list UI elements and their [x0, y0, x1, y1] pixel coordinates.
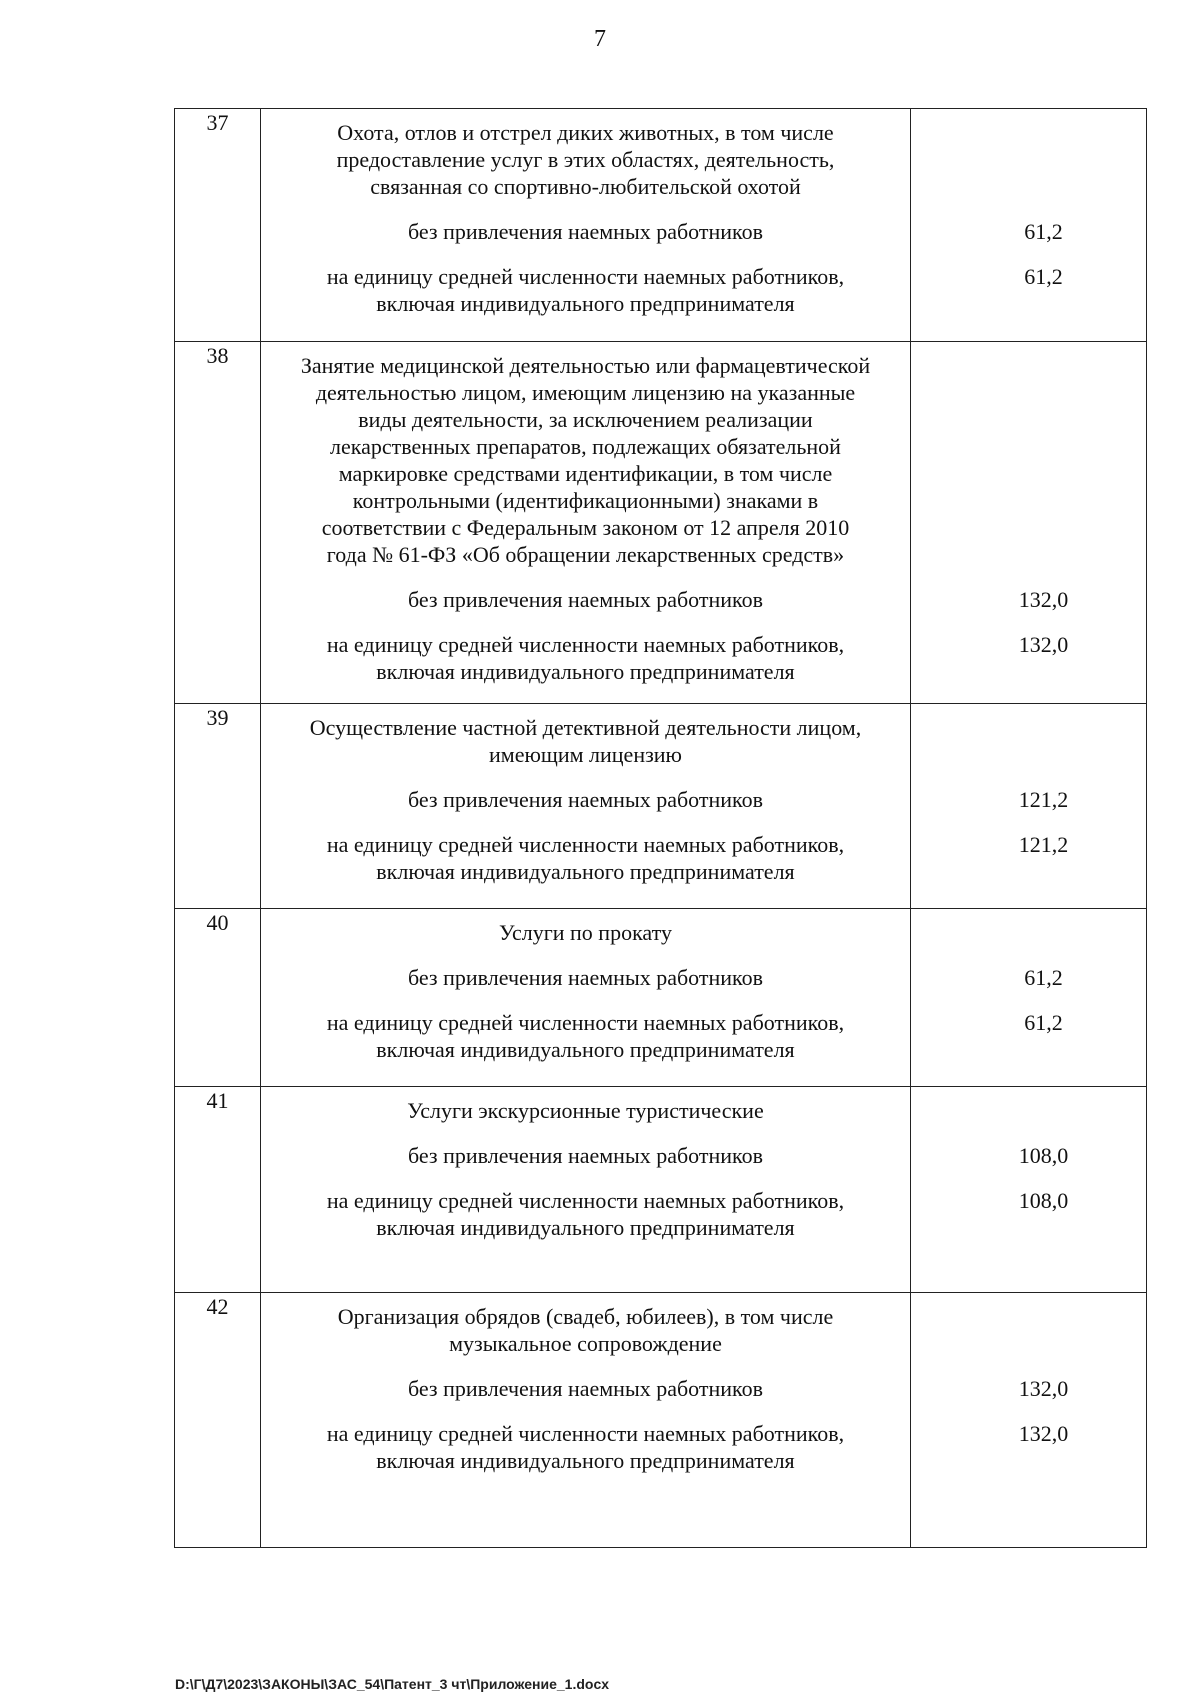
- without-employees-label: без привлечения наемных работников: [407, 219, 764, 244]
- activity-description-cell: [261, 1087, 911, 1293]
- activity-title-line: соответствии с Федеральным законом от 12 апреля 2010: [321, 515, 850, 540]
- value-cell: [911, 704, 1147, 909]
- table-row: [175, 909, 1147, 1087]
- per-employee-value: 61,2: [1024, 264, 1063, 289]
- table-row: [175, 1293, 1147, 1548]
- activity-title-line: года № 61-ФЗ «Об обращении лекарственных средств»: [326, 542, 845, 567]
- page-number: 7: [594, 26, 606, 52]
- per-employee-label: [267, 1009, 904, 1063]
- activity-title-line: лекарственных препаратов, подлежащих обязательной: [330, 434, 841, 459]
- activity-title-line: контрольными (идентификационными) знаками в: [352, 488, 819, 513]
- per-employee-label-line: на единицу средней численности наемных работников,: [326, 832, 845, 857]
- row-number: 40: [175, 909, 261, 1087]
- per-employee-label-line: включая индивидуального предпринимателя: [376, 1037, 795, 1062]
- activity-description-cell: [261, 342, 911, 704]
- per-employee-value: 121,2: [1018, 832, 1069, 857]
- value-cell: [911, 109, 1147, 342]
- without-employees-label: без привлечения наемных работников: [407, 1143, 764, 1168]
- activity-title-line: виды деятельности, за исключением реализации: [358, 407, 813, 432]
- activity-description-cell: [261, 109, 911, 342]
- without-employees-value: 132,0: [1018, 587, 1069, 612]
- without-employees-value: 132,0: [1018, 1376, 1069, 1401]
- row-number: 42: [175, 1293, 261, 1548]
- per-employee-value: 108,0: [1018, 1188, 1069, 1213]
- per-employee-label-line: включая индивидуального предпринимателя: [376, 291, 795, 316]
- per-employee-label-line: на единицу средней численности наемных работников,: [326, 1010, 845, 1035]
- activity-title-line: музыкальное сопровождение: [449, 1331, 722, 1356]
- per-employee-label-line: включая индивидуального предпринимателя: [376, 1215, 795, 1240]
- activity-title-line: Услуги по прокату: [499, 920, 672, 945]
- per-employee-label: [267, 1420, 904, 1474]
- per-employee-label-line: на единицу средней численности наемных работников,: [326, 264, 845, 289]
- activity-title-line: деятельностью лицом, имеющим лицензию на указанные: [315, 380, 856, 405]
- activity-title-line: Охота, отлов и отстрел диких животных, в том числе: [337, 120, 834, 145]
- activity-description-cell: [261, 909, 911, 1087]
- per-employee-value: 132,0: [1018, 1421, 1069, 1446]
- activity-title-line: имеющим лицензию: [489, 742, 682, 767]
- tariff-table: [174, 108, 1147, 1548]
- per-employee-label: [267, 631, 904, 685]
- row-number: 38: [175, 342, 261, 704]
- value-cell: [911, 1293, 1147, 1548]
- activity-description-cell: [261, 1293, 911, 1548]
- value-cell: [911, 909, 1147, 1087]
- value-cell: [911, 342, 1147, 704]
- activity-description-cell: [261, 704, 911, 909]
- without-employees-value: 61,2: [1024, 965, 1063, 990]
- row-number: 39: [175, 704, 261, 909]
- activity-title-line: маркировке средствами идентификации, в том числе: [338, 461, 833, 486]
- per-employee-label: [267, 263, 904, 317]
- per-employee-label-line: на единицу средней численности наемных работников,: [326, 1188, 845, 1213]
- table-row: [175, 1087, 1147, 1293]
- file-path-footer: D:\Г\Д7\2023\ЗАКОНЫ\ЗАС_54\Патент_3 чт\Приложение_1.docx: [175, 1676, 610, 1692]
- without-employees-value: 108,0: [1018, 1143, 1069, 1168]
- without-employees-label: без привлечения наемных работников: [407, 587, 764, 612]
- per-employee-value: 132,0: [1018, 632, 1069, 657]
- activity-title-line: предоставление услуг в этих областях, деятельность,: [336, 147, 835, 172]
- row-number: 41: [175, 1087, 261, 1293]
- per-employee-label-line: включая индивидуального предпринимателя: [376, 859, 795, 884]
- without-employees-value: 61,2: [1024, 219, 1063, 244]
- activity-title-line: связанная со спортивно-любительской охотой: [370, 174, 801, 199]
- per-employee-label-line: на единицу средней численности наемных работников,: [326, 1421, 845, 1446]
- activity-title-line: Услуги экскурсионные туристические: [407, 1098, 764, 1123]
- value-cell: [911, 1087, 1147, 1293]
- activity-title-line: Организация обрядов (свадеб, юбилеев), в том числе: [337, 1304, 834, 1329]
- activity-title-line: Осуществление частной детективной деятельности лицом,: [309, 715, 862, 740]
- row-number: 37: [175, 109, 261, 342]
- per-employee-label: [267, 1187, 904, 1241]
- per-employee-value: 61,2: [1024, 1010, 1063, 1035]
- per-employee-label-line: включая индивидуального предпринимателя: [376, 659, 795, 684]
- activity-title-line: Занятие медицинской деятельностью или фармацевтической: [300, 353, 871, 378]
- without-employees-label: без привлечения наемных работников: [407, 1376, 764, 1401]
- without-employees-value: 121,2: [1018, 787, 1069, 812]
- table-row: [175, 704, 1147, 909]
- table-row: [175, 342, 1147, 704]
- per-employee-label-line: включая индивидуального предпринимателя: [376, 1448, 795, 1473]
- table-row: [175, 109, 1147, 342]
- without-employees-label: без привлечения наемных работников: [407, 787, 764, 812]
- per-employee-label-line: на единицу средней численности наемных работников,: [326, 632, 845, 657]
- without-employees-label: без привлечения наемных работников: [407, 965, 764, 990]
- per-employee-label: [267, 831, 904, 885]
